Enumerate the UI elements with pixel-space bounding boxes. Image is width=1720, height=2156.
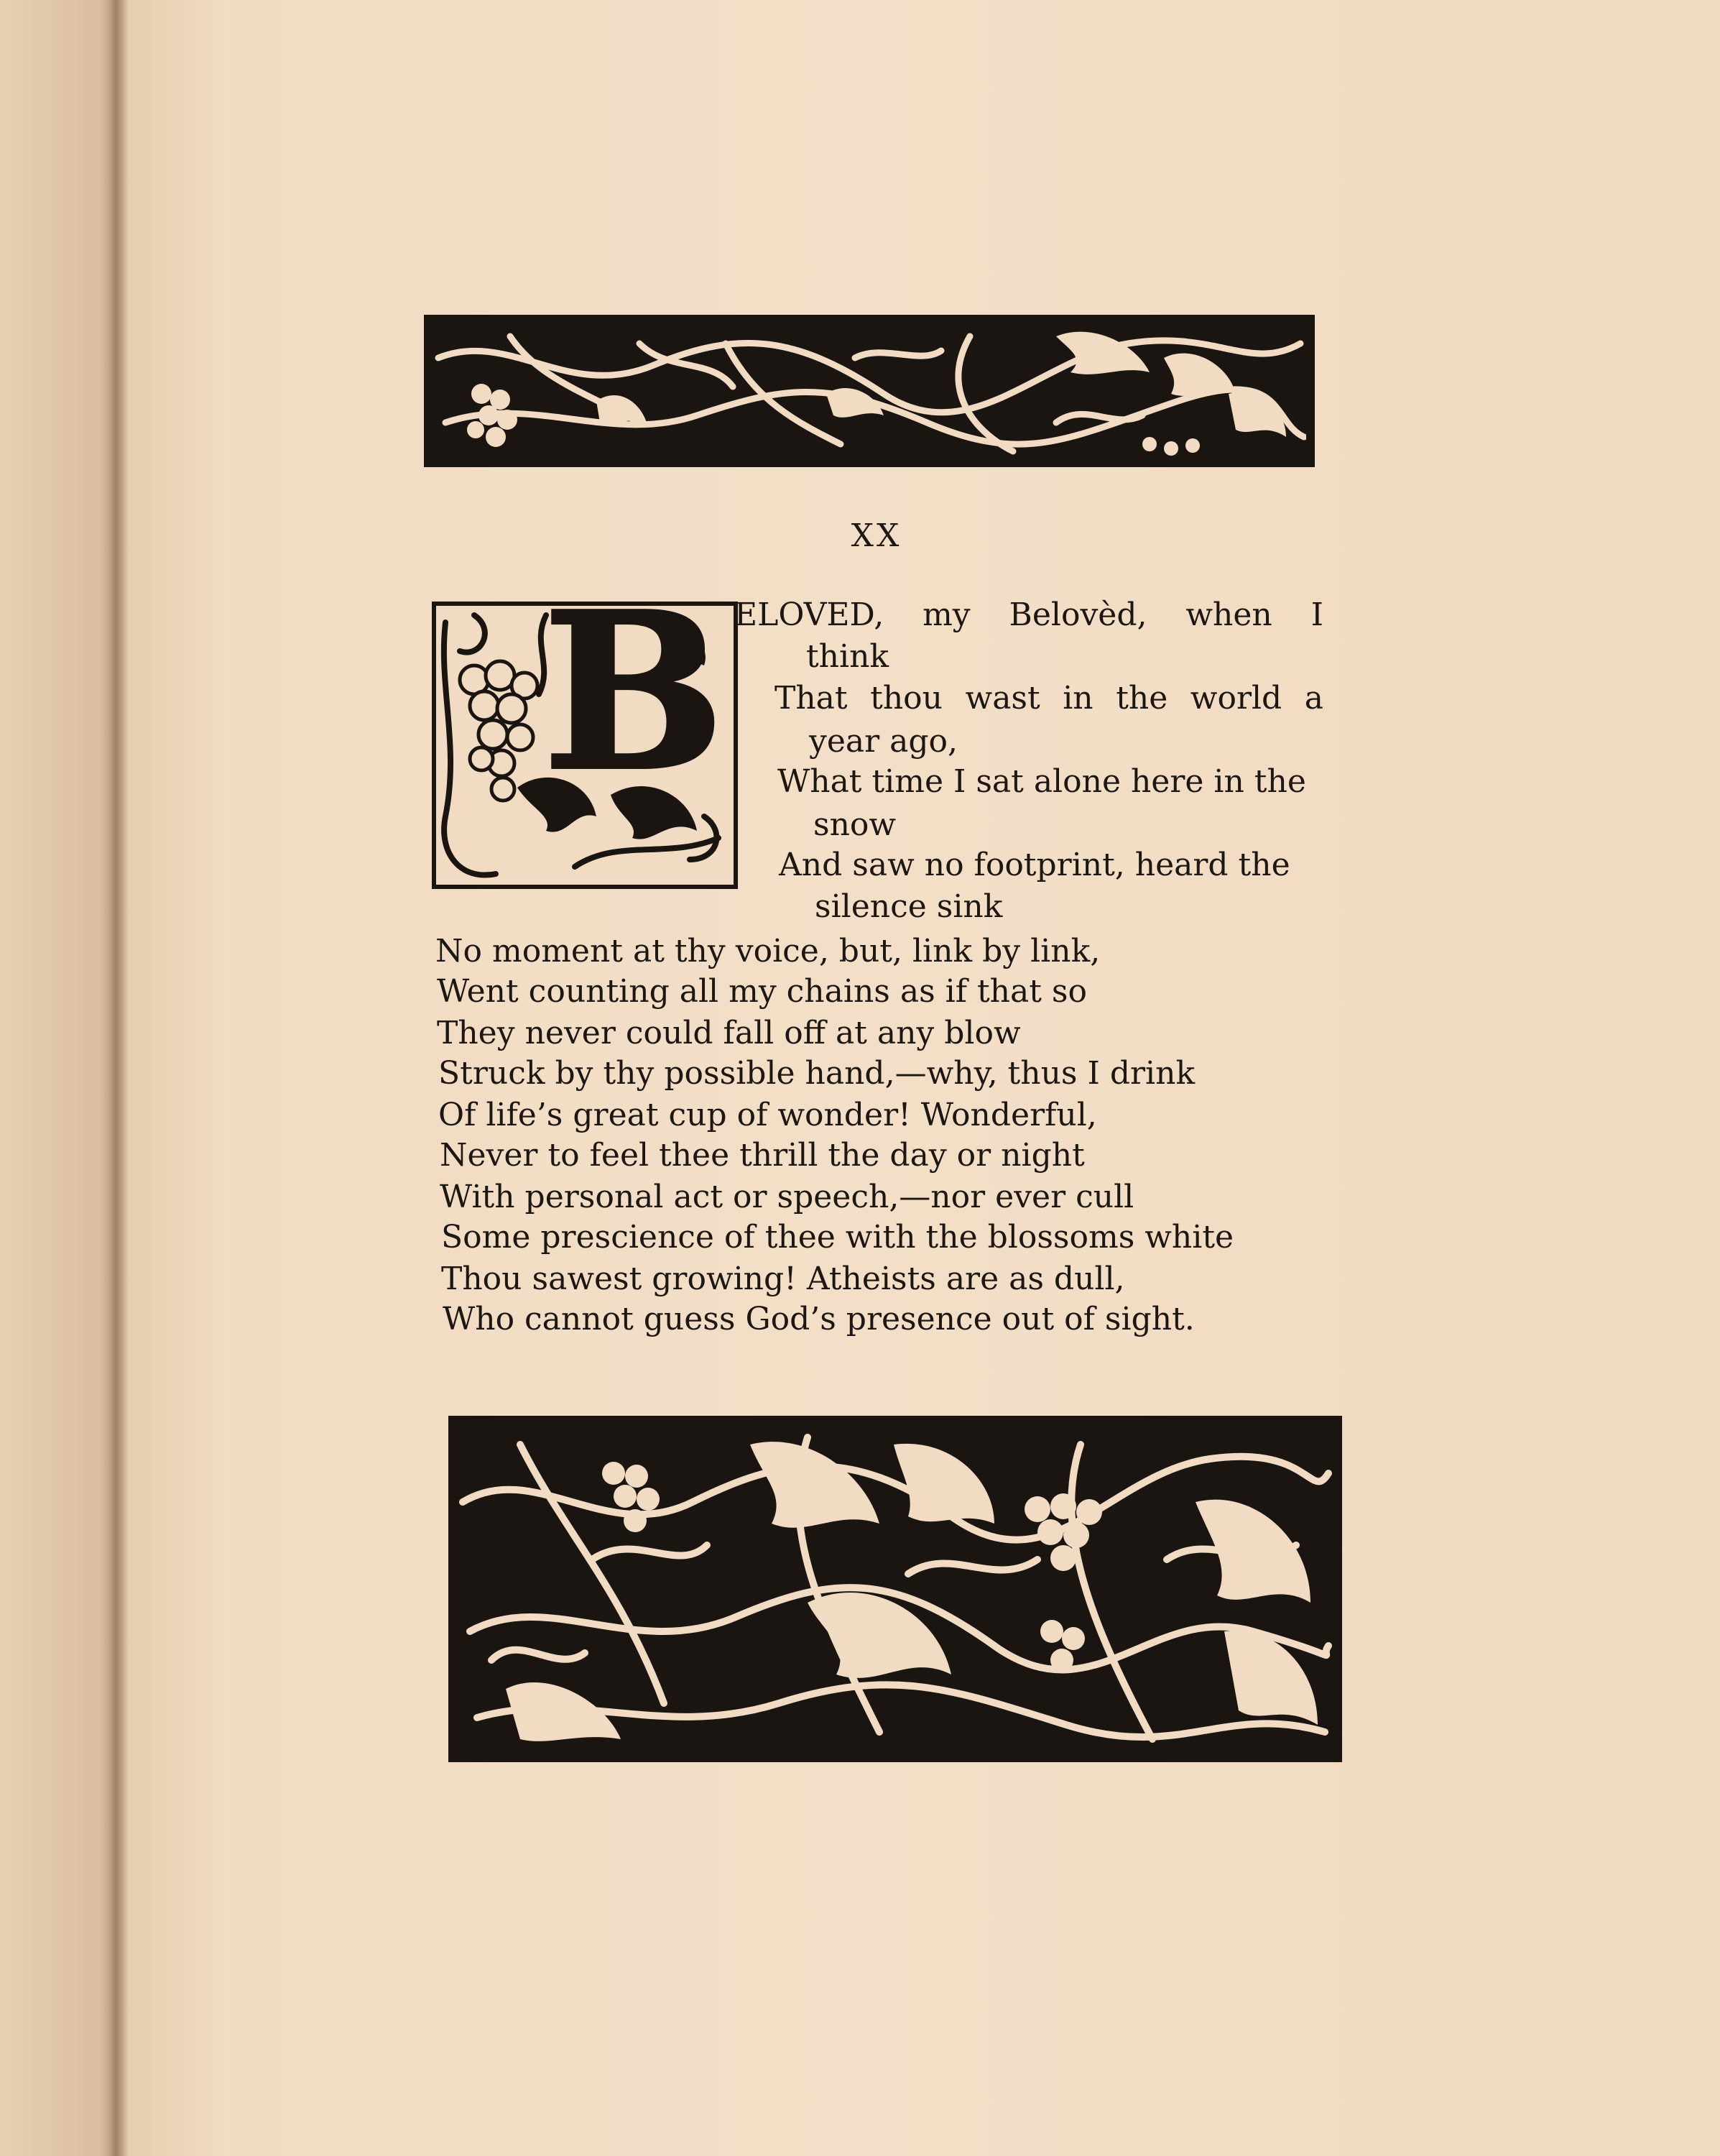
poem-line: silence sink: [815, 888, 1003, 925]
tailpiece-ornament: [448, 1416, 1342, 1762]
poem-line: No moment at thy voice, but, link by link,: [435, 933, 1101, 969]
poem-line: Of life’s great cup of wonder! Wonderful,: [438, 1097, 1097, 1133]
poem-line: year ago,: [809, 723, 958, 760]
first-line-word: my: [923, 596, 971, 633]
grapevine-drop-cap-icon: [431, 601, 739, 890]
poem-line: And saw no footprint, heard the: [779, 847, 1290, 883]
poem-line: snow: [813, 806, 897, 843]
poem-line: Went counting all my chains as if that so: [437, 973, 1087, 1010]
first-line-word: I: [1310, 596, 1323, 633]
poem-line: With personal act or speech,—nor ever cull: [440, 1179, 1134, 1215]
poem-line: That thou wast in the world a: [775, 680, 1323, 717]
poem-line: Thou sawest growing! Atheists are as dull,: [441, 1261, 1125, 1297]
poem-line-first: [734, 596, 1323, 633]
poem-line: Some prescience of thee with the blossoms white: [441, 1219, 1234, 1256]
poem-number: XX: [851, 517, 902, 554]
drop-cap: [431, 601, 739, 890]
headpiece-ornament: [424, 315, 1315, 467]
first-line-word: ELOVED,: [734, 596, 884, 633]
vine-headpiece-icon: [424, 315, 1315, 467]
poem-line: Never to feel thee thrill the day or night: [440, 1137, 1085, 1174]
drop-cap-letter: B: [542, 601, 725, 819]
poem-line: They never could fall off at any blow: [437, 1015, 1021, 1051]
poem-line: Who cannot guess God’s presence out of sight.: [443, 1301, 1195, 1337]
first-line-word: when: [1185, 596, 1272, 633]
first-line-word: Belovèd,: [1009, 596, 1147, 633]
poem-line: think: [806, 638, 889, 675]
vine-tailpiece-icon: [448, 1416, 1342, 1762]
poem-line: Struck by thy possible hand,—why, thus I drink: [438, 1055, 1196, 1092]
poem-line: What time I sat alone here in the: [777, 763, 1306, 800]
gutter-shadow: [101, 0, 129, 2156]
